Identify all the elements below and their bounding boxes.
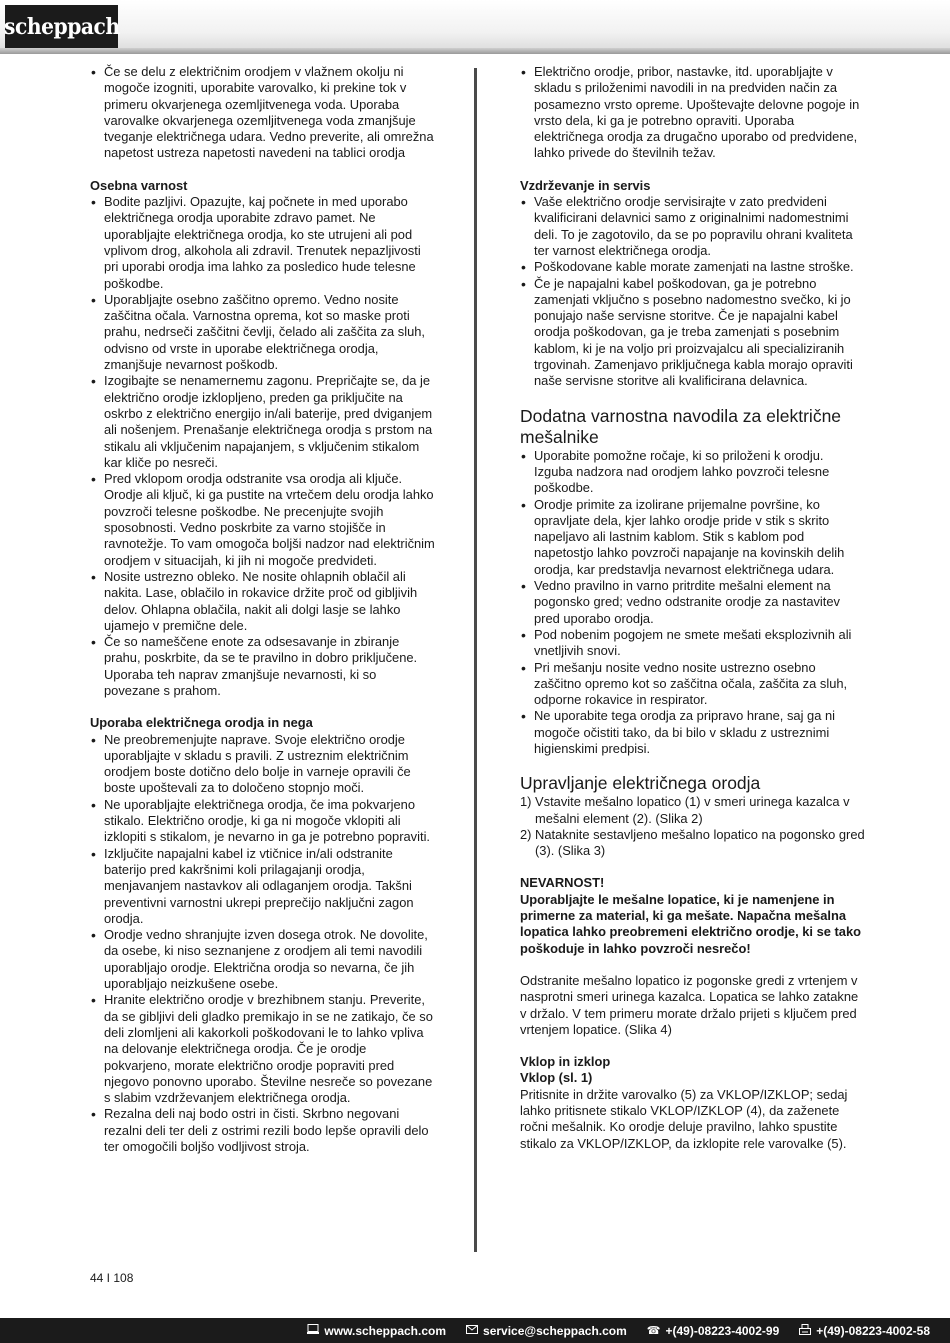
list-item: • Električno orodje, pribor, nastavke, itd. uporabljajte v skladu s priloženimi navodili in na predviden način za posamezno vrsto opreme. Upoštevajte delovne pogoje in vrsto dela, ki ga je potrebno opraviti. Uporaba električnega orodja za drugačno uporabo od predvidene, lahko privede do številnih težav.: [520, 64, 865, 162]
footer-web-text: www.scheppach.com: [324, 1323, 447, 1338]
list-item: • Če je napajalni kabel poškodovan, ga je potrebno zamenjati vključno s posebno nadomestno svečko, ki jo ponujajo naše servisne storitve. Če je napajalni kabel orodja poškodovan, ga je treba zamenjati s posebnim kablom, ki je na voljo pri proizvajalcu ali specializiranih trgovinah. Zamenjavo priključnega kabla morajo opraviti naše servisne storitve ali kvalificirana delavnica.: [520, 276, 865, 390]
mail-icon: [466, 1325, 478, 1337]
list-item: • Pred vklopom orodja odstranite vsa orodja ali ključe. Orodje ali ključ, ki ga pustite na vrtečem delu orodja lahko povzroči telesne poškodbe. Ne precenjujte svojih sposobnosti. Vedno poskrbite za varno stojišče in ravnotežje. To vam omogoča boljši nadzor nad električnim orodjem v situacijah, ki jih ni mogoče predvideti.: [90, 471, 435, 569]
step-item: 1) Vstavite mešalno lopatico (1) v smeri urinega kazalca v mešalni element (2). (Slika 2): [520, 794, 850, 826]
list-item: • Ne preobremenjujte naprave. Svoje električno orodje uporabljajte v skladu s pravili. Z ustreznim električnim orodjem boste dotično delo bolje in varneje opravili če boste upoštevali za to določeno stopnjo moči.: [90, 732, 435, 797]
switch-subtitle: Vklop (sl. 1): [520, 1070, 593, 1086]
switch-paragraph: Pritisnite in držite varovalko (5) za VKLOP/IZKLOP; sedaj lahko pritisnete stikalo VKLOP/IZKLOP (4), da zaženete ročni mešalnik. Ko orodje deluje pravilno, lahko spustite stikalo za VKLOP/IZKLOP, da izklopite rele varovalke (5).: [520, 1086, 848, 1151]
removal-paragraph: Odstranite mešalno lopatico iz pogonske gredi z vrtenjem v nasprotni smeri urinega kazalca. Lopatica se lahko zatakne v držalo. V tem primeru morate držalo prijeti s ključem pred vrtenjem lopatice. (Slika 4): [520, 972, 859, 1037]
footer-phone-text: +(49)-08223-4002-99: [665, 1323, 780, 1338]
section-heading-mixer-safety: Dodatna varnostna navodila za električne mešalnike: [520, 405, 842, 447]
mixer-safety-list: [520, 448, 865, 758]
section-title-tool-use: Uporaba električnega orodja in nega: [90, 715, 313, 731]
footer-email[interactable]: [466, 1324, 627, 1338]
right-intro-list: [520, 64, 865, 162]
list-item: • Orodje vedno shranjujte izven dosega otrok. Ne dovolite, da osebe, ki niso seznanjene z orodjem ali temi navodili uporabljajo orodje. Električna orodja so nevarna, če jih uporabljajo neizkušene osebe.: [90, 927, 435, 992]
brand-logo: [5, 5, 118, 49]
logo-text: scheppach: [3, 14, 120, 40]
service-list: [520, 194, 865, 390]
switch-title: Vklop in izklop: [520, 1054, 611, 1070]
column-divider: [474, 68, 477, 1252]
left-intro-list: [90, 64, 435, 162]
operation-steps: [520, 794, 865, 859]
fax-icon: [799, 1324, 811, 1338]
list-item: • Vedno pravilno in varno pritrdite mešalni element na pogonsko gred; vedno odstranite orodje za nastavitev pred uporabo orodja.: [520, 578, 865, 627]
computer-icon: [307, 1324, 319, 1337]
header-bar: [0, 0, 950, 54]
footer-web[interactable]: [307, 1324, 446, 1338]
list-item: • Hranite električno orodje v brezhibnem stanju. Preverite, da se gibljivi deli gladko premikajo in se ne zatikajo, če so deli zlomljeni ali kakorkoli poškodovani le to lahko vpliva na delovanje električnega orodja. Če je orodje pokvarjeno, morate električno orodje popraviti pred njegovo ponovno uporabo. Številne nesreče so povezane s slabim vzdrževanjem električnega orodja.: [90, 992, 435, 1106]
page-number: 44 I 108: [90, 1271, 134, 1285]
footer-fax[interactable]: [799, 1324, 930, 1338]
list-item: • Nosite ustrezno obleko. Ne nosite ohlapnih oblačil ali nakita. Lase, oblačilo in rokavice držite proč od gibljivih delov. Ohlapna oblačila, nakit ali dolgi lasje se lahko ujamejo v premične dele.: [90, 569, 435, 634]
list-item: • Uporabite pomožne ročaje, ki so priloženi k orodju. Izguba nadzora nad orodjem lahko povzroči telesne poškodbe.: [520, 448, 865, 497]
list-item: • Pod nobenim pogojem ne smete mešati eksplozivnih ali vnetljivih snovi.: [520, 627, 865, 660]
list-item: • Vaše električno orodje servisirajte v zato predvideni kvalificirani delavnici samo z originalnimi nadomestnimi deli. To je zagotovilo, da se po popravilu ohrani kvaliteta ter varnost električnega orodja.: [520, 194, 865, 259]
list-item: • Orodje primite za izolirane prijemalne površine, ko opravljate dela, kjer lahko orodje pride v stik s skrito napeljavo ali lastnim kablom. Stik s kablom pod napetostjo lahko povzroči napajanje na kovinskih delih orodja, kar predstavlja nevarnost električnega udara.: [520, 497, 865, 578]
personal-safety-list: [90, 194, 435, 699]
list-item: • Rezalna deli naj bodo ostri in čisti. Skrbno negovani rezalni deli ter deli z ostrimi rezili bodo lepše opravili delo ter omogočili boljšo vodljivost stroja.: [90, 1106, 435, 1155]
danger-title: NEVARNOST!: [520, 875, 605, 891]
list-item: • Če se delu z električnim orodjem v vlažnem okolju ni mogoče izogniti, uporabite varovalko, ki prekine tok v primeru okvarjenega ozemljitvenega voda. Uporaba varovalke okvarjenega ozemljitvenega voda zmanjšuje tveganje električnega udara. Vedno preverite, ali omrežna napetost ustreza napetosti navedeni na tablici orodja: [90, 64, 435, 162]
danger-text: Uporabljajte le mešalne lopatice, ki je namenjene in primerne za material, ki ga mešate. Napačna mešalna lopatica lahko preobremeni električno orodje, ki se tako poškoduje in lahko povzroči nesrečo!: [520, 891, 861, 956]
footer-phone[interactable]: [647, 1324, 779, 1338]
list-item: • Če so nameščene enote za odsesavanje in zbiranje prahu, poskrbite, da se te pravilno in dobro priključene. Uporaba teh naprav zmanjšuje nevarnosti, ki so povezane s prahom.: [90, 634, 435, 699]
footer-email-text: service@scheppach.com: [483, 1323, 627, 1338]
section-title-personal-safety: Osebna varnost: [90, 177, 188, 193]
section-heading-operation: Upravljanje električnega orodja: [520, 773, 761, 794]
left-column: [90, 64, 435, 1155]
tool-use-list: [90, 732, 435, 1156]
footer-bar: [0, 1318, 950, 1343]
list-item: • Bodite pazljivi. Opazujte, kaj počnete in med uporabo električnega orodja uporabite zdravo pamet. Ne uporabljajte električnega orodja, ko ste utrujeni ali pod vplivom drog, alkohola ali zdravil. Trenutek nepazljivosti pri uporabi orodja ima lahko za posledico hude telesne poškodbe.: [90, 194, 435, 292]
list-item: • Pri mešanju nosite vedno nosite ustrezno osebno zaščitno opremo kot so zaščitna očala, zaščita za sluh, odporne rokavice in respirator.: [520, 660, 865, 709]
footer-fax-text: +(49)-08223-4002-58: [816, 1323, 930, 1338]
list-item: • Uporabljajte osebno zaščitno opremo. Vedno nosite zaščitna očala. Varnostna oprema, kot so maske proti prahu, nedrseči zaščitni čevlji, čelado ali zaščita za sluh, odvisno od vrste in uporabe električnega orodja, zmanjšuje nevarnost poškodb.: [90, 292, 435, 373]
phone-icon: ☎: [646, 1325, 661, 1337]
list-item: • Ne uporabljajte električnega orodja, če ima pokvarjeno stikalo. Električno orodje, ki ga ni mogoče vklopiti ali izklopiti s stikalom, je nevarno in ga je potrebno popraviti.: [90, 797, 435, 846]
section-title-service: Vzdrževanje in servis: [520, 177, 651, 193]
right-column: [520, 64, 865, 1152]
step-item: 2) Nataknite sestavljeno mešalno lopatico na pogonsko gred (3). (Slika 3): [520, 826, 865, 859]
list-item: • Izogibajte se nenamernemu zagonu. Prepričajte se, da je električno orodje izklopljeno, preden ga priključite na oskrbo z električno energijo in/ali baterije, pred dviganjem ali nošenjem. Prenašanje električnega orodja s prstom na stikalu ali vključenim napajanjem, s vključenim stikalom kar kliče po nesreči.: [90, 373, 435, 471]
list-item: • Ne uporabite tega orodja za pripravo hrane, saj ga ni mogoče očistiti tako, da bi bilo v skladu z ustreznimi higienskimi predpisi.: [520, 708, 865, 757]
list-item: • Izključite napajalni kabel iz vtičnice in/ali odstranite baterijo pred kakršnimi koli prilagajanji orodja, menjavanjem nastavkov ali odlaganjem orodja. Takšni preventivni varnostni ukrepi preprečijo naključni zagon orodja.: [90, 846, 435, 927]
list-item: • Poškodovane kable morate zamenjati na lastne stroške.: [520, 259, 865, 275]
